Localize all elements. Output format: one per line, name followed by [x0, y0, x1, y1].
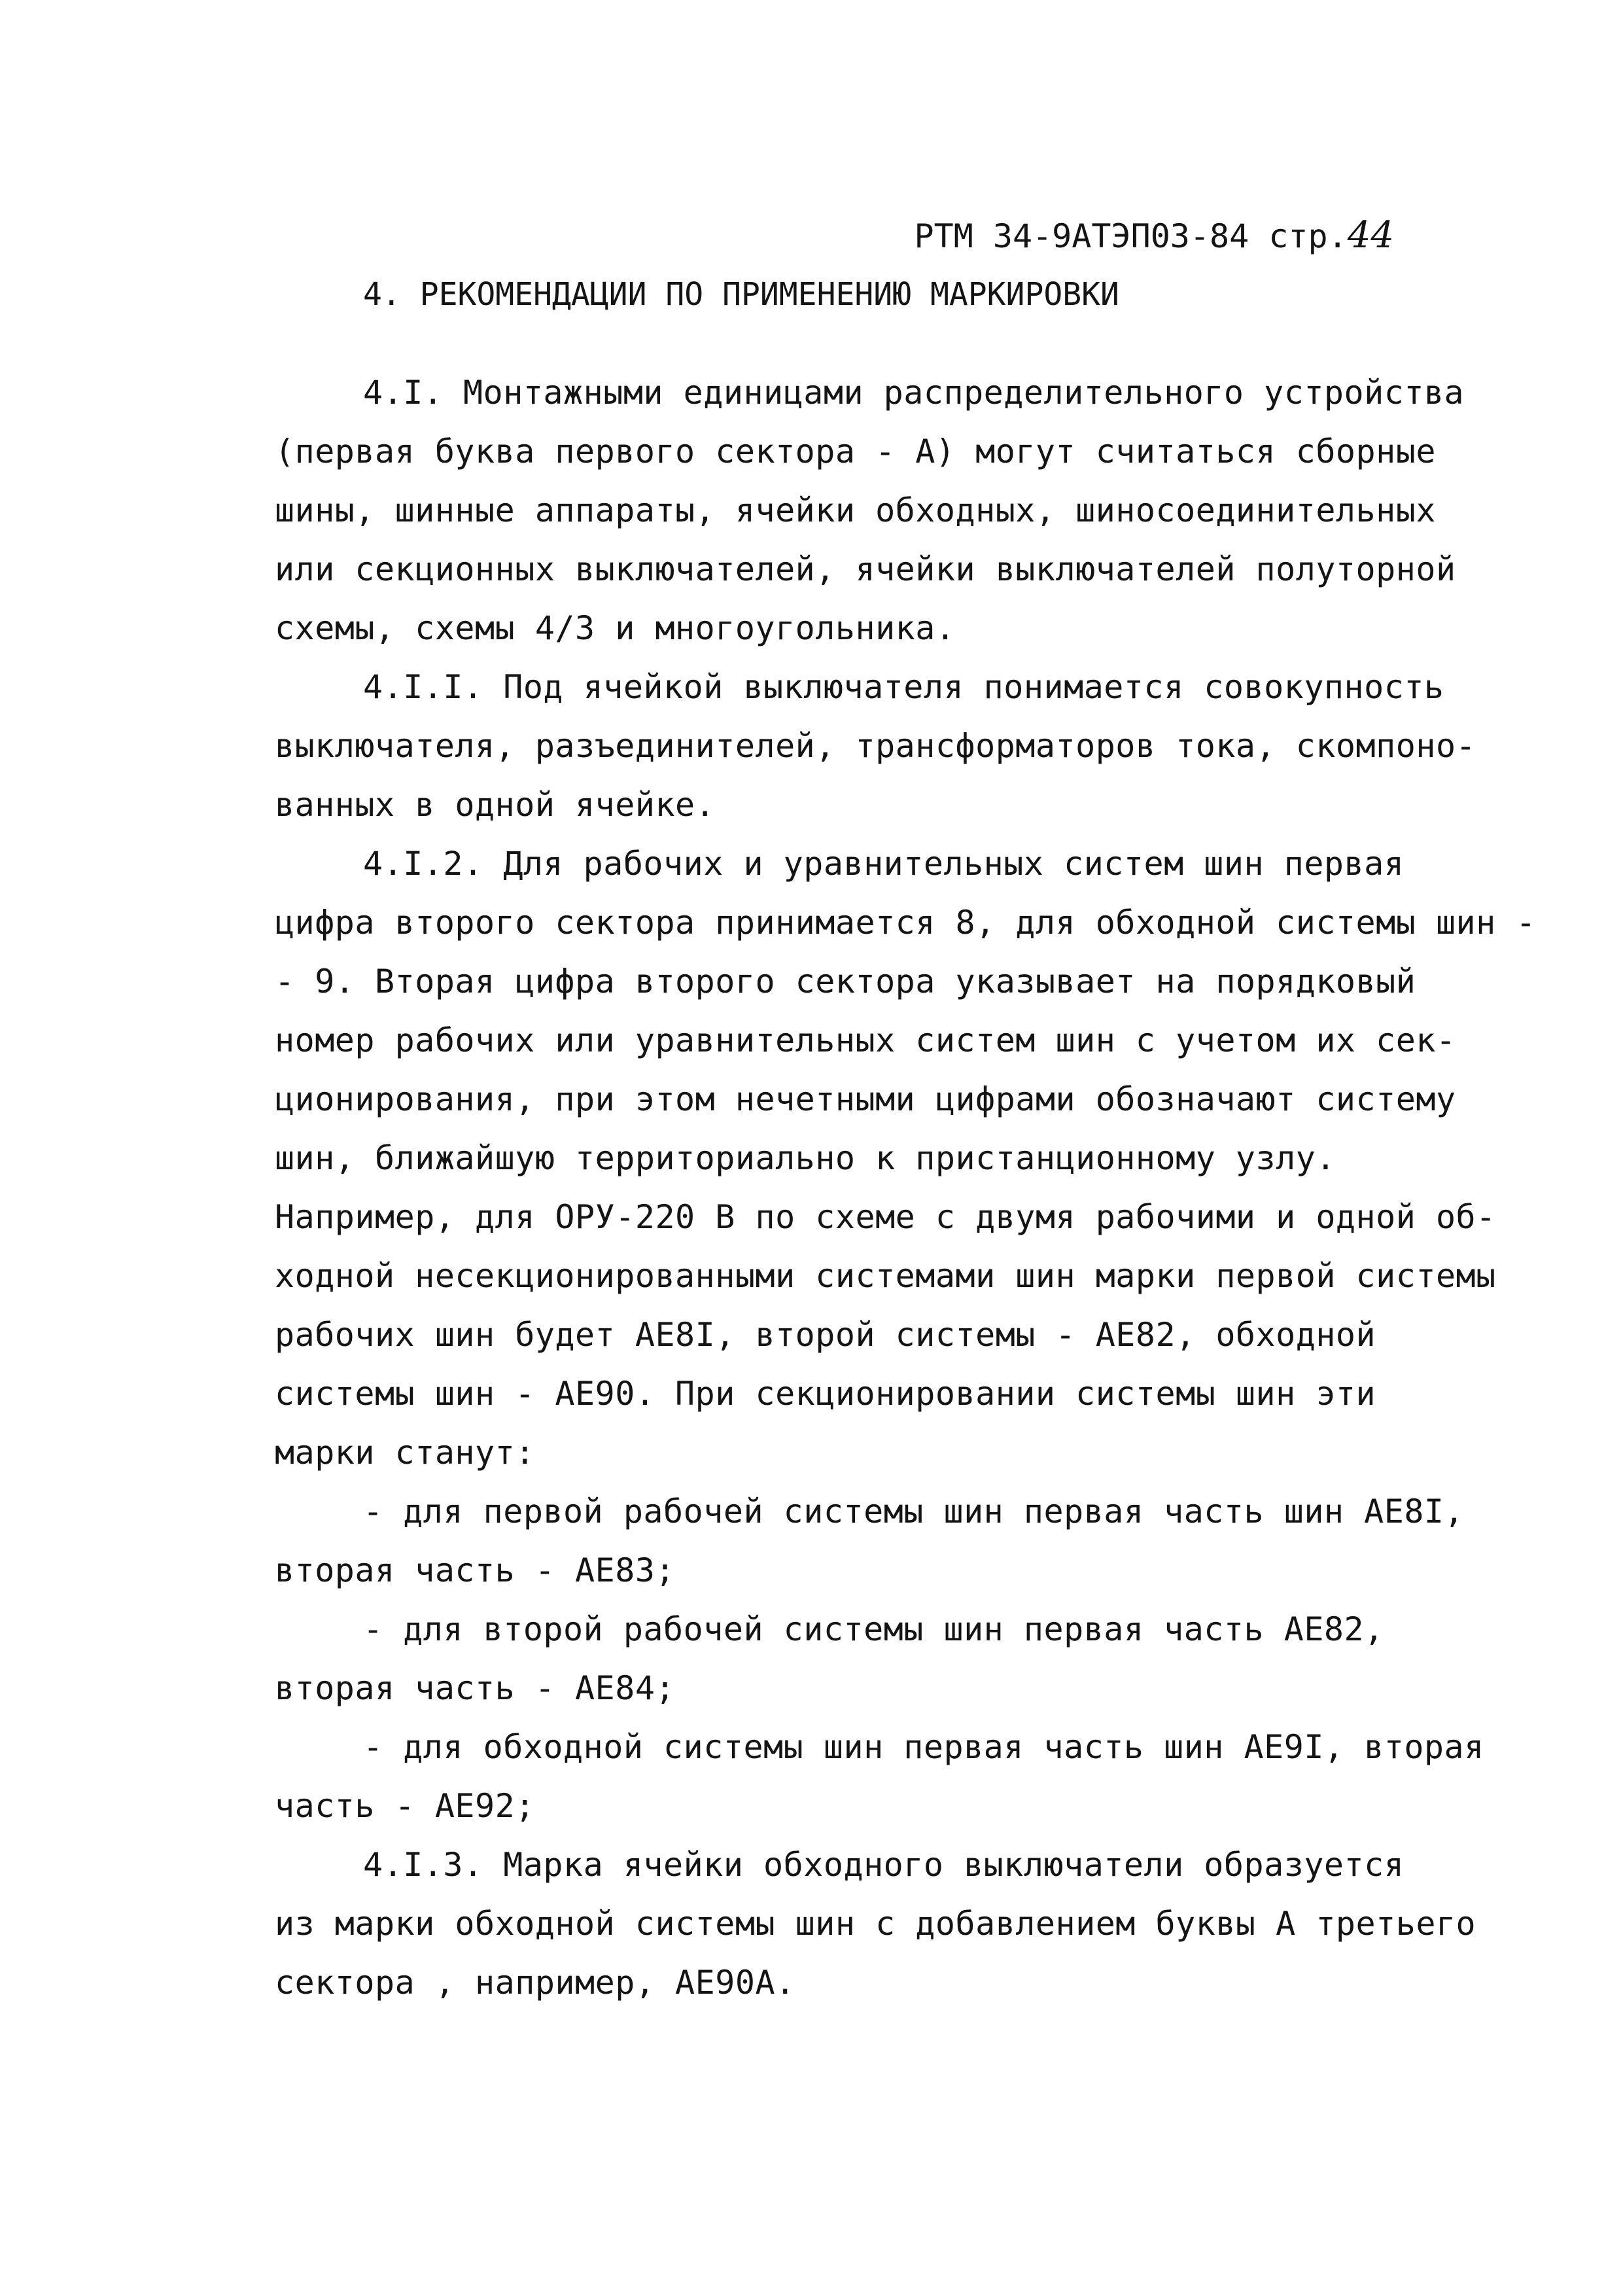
- paragraph-line: из марки обходной системы шин с добавлением буквы А третьего: [275, 1905, 1476, 1943]
- page-header: [914, 216, 1394, 256]
- list-item-line: - для второй рабочей системы шин первая часть АЕ82,: [363, 1610, 1384, 1648]
- paragraph-line: сектора , например, АЕ90А.: [275, 1964, 795, 2002]
- list-item-line: - для первой рабочей системы шин первая часть шин АЕ8I,: [363, 1492, 1465, 1530]
- section-title: 4. РЕКОМЕНДАЦИИ ПО ПРИМЕНЕНИЮ МАРКИРОВКИ: [363, 276, 1119, 313]
- list-item-line: часть - АЕ92;: [275, 1787, 535, 1825]
- document-code: РТМ 34-9АТЭП03-84 стр.: [914, 217, 1348, 255]
- paragraph-line: системы шин - АЕ90. При секционировании системы шин эти: [275, 1375, 1376, 1413]
- list-item-line: вторая часть - АЕ84;: [275, 1669, 676, 1707]
- page-number: 44: [1347, 214, 1394, 256]
- paragraph-line: Например, для ОРУ-220 В по схеме с двумя рабочими и одной об-: [275, 1198, 1496, 1236]
- paragraph-line: схемы, схемы 4/3 и многоугольника.: [275, 609, 956, 647]
- paragraph-line: шин, ближайшую территориально к пристанционному узлу.: [275, 1139, 1336, 1177]
- paragraph-line: 4.I.2. Для рабочих и уравнительных систем шин первая: [363, 845, 1405, 883]
- paragraph-line: марки станут:: [275, 1434, 535, 1472]
- list-item-line: - для обходной системы шин первая часть шин АЕ9I, вторая: [363, 1728, 1484, 1766]
- paragraph-line: ходной несекционированными системами шин марки первой системы: [275, 1257, 1496, 1295]
- paragraph-line: номер рабочих или уравнительных систем шин с учетом их сек-: [275, 1021, 1456, 1059]
- paragraph-line: или секционных выключателей, ячейки выключателей полуторной: [275, 550, 1456, 588]
- paragraph-line: ванных в одной ячейке.: [275, 786, 716, 824]
- paragraph-line: выключателя, разъединителей, трансформаторов тока, скомпоно-: [275, 727, 1476, 765]
- paragraph-line: шины, шинные аппараты, ячейки обходных, шиносоединительных: [275, 491, 1436, 529]
- list-item-line: вторая часть - АЕ83;: [275, 1551, 676, 1589]
- paragraph-line: - 9. Вторая цифра второго сектора указывает на порядковый: [275, 963, 1416, 1000]
- paragraph-line: 4.I. Монтажными единицами распределительного устройства: [363, 374, 1465, 412]
- paragraph-line: 4.I.I. Под ячейкой выключателя понимается совокупность: [363, 668, 1444, 706]
- paragraph-line: 4.I.3. Марка ячейки обходного выключатели образуется: [363, 1846, 1405, 1884]
- paragraph-line: рабочих шин будет АЕ8I, второй системы - АЕ82, обходной: [275, 1316, 1376, 1354]
- paragraph-line: (первая буква первого сектора - А) могут считаться сборные: [275, 433, 1436, 470]
- paragraph-line: цифра второго сектора принимается 8, для обходной системы шин -: [275, 904, 1536, 942]
- paragraph-line: ционирования, при этом нечетными цифрами обозначают систему: [275, 1080, 1456, 1118]
